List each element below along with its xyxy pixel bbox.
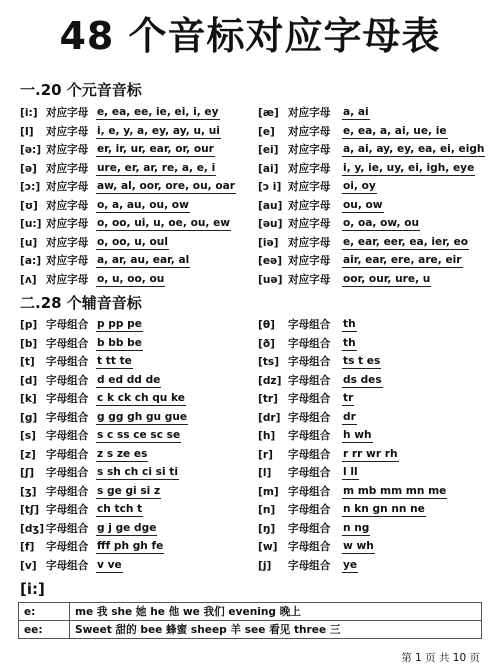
list-item bbox=[20, 335, 248, 354]
row-label: 对应字母 bbox=[288, 273, 331, 286]
list-item bbox=[20, 141, 248, 160]
list-item bbox=[20, 483, 248, 502]
letter-combinations: ure, er, ar, re, a, e, i bbox=[97, 161, 216, 174]
letter-combinations: l ll bbox=[343, 466, 358, 479]
list-item bbox=[20, 252, 248, 271]
list-item bbox=[258, 372, 488, 391]
letter-combinations: s c ss ce sc se bbox=[97, 429, 181, 442]
phonetic-symbol: [s] bbox=[20, 430, 36, 442]
list-item bbox=[20, 271, 248, 290]
list-item bbox=[258, 557, 488, 576]
list-item bbox=[20, 104, 248, 123]
letter-combinations: m mb mm mn me bbox=[343, 484, 447, 497]
letter-combinations: c k ck ch qu ke bbox=[97, 392, 185, 405]
list-item bbox=[20, 538, 248, 557]
phonetic-symbol: [j] bbox=[258, 559, 272, 572]
phonetic-symbol: [w] bbox=[258, 541, 278, 553]
phonetic-symbol: [f] bbox=[20, 541, 35, 553]
phonetic-symbol: [z] bbox=[20, 448, 36, 461]
phonetic-symbol: [h] bbox=[258, 430, 276, 442]
letter-combinations: a, ar, au, ear, al bbox=[97, 254, 190, 267]
row-label: 对应字母 bbox=[288, 107, 331, 119]
letter-combinations: p pp pe bbox=[97, 318, 142, 331]
table-key: ee: bbox=[19, 621, 70, 639]
list-item bbox=[258, 390, 488, 409]
phonetic-symbol: [ŋ] bbox=[258, 522, 276, 535]
row-label: 对应字母 bbox=[288, 236, 331, 249]
table-text: Sweet 甜的 bee 蜂蜜 sheep 羊 see 看见 three 三 bbox=[70, 621, 482, 639]
phonetic-symbol: [eə] bbox=[258, 255, 283, 267]
row-label: 对应字母 bbox=[46, 255, 89, 267]
letter-combinations: g gg gh gu gue bbox=[97, 410, 188, 423]
row-label: 字母组合 bbox=[46, 522, 89, 535]
phonetic-symbol: [au] bbox=[258, 199, 283, 212]
phonetic-symbol: [ʊ] bbox=[20, 199, 38, 212]
phonetic-symbol: [l] bbox=[258, 467, 272, 479]
list-item bbox=[20, 160, 248, 179]
phonetic-symbol: [ɔ i] bbox=[258, 181, 282, 193]
letter-combinations: s ge gi si z bbox=[97, 484, 161, 497]
phonetic-symbol: [ɔ:] bbox=[20, 181, 41, 193]
letter-combinations: g j ge dge bbox=[97, 521, 157, 534]
letter-combinations: e, ea, ee, ie, ei, i, ey bbox=[97, 106, 219, 119]
row-label: 对应字母 bbox=[288, 181, 331, 193]
letter-combinations: o, oo, u, oul bbox=[97, 235, 168, 248]
phonetic-symbol: [æ] bbox=[258, 107, 279, 119]
letter-combinations: e, ea, a, ai, ue, ie bbox=[343, 124, 447, 137]
letter-combinations: i, e, y, a, ey, ay, u, ui bbox=[97, 124, 220, 137]
list-item bbox=[20, 215, 248, 234]
example-heading: [i:] bbox=[20, 580, 45, 598]
list-item bbox=[20, 446, 248, 465]
row-label: 对应字母 bbox=[288, 199, 331, 212]
phonetic-symbol: [b] bbox=[20, 337, 38, 350]
row-label: 字母组合 bbox=[46, 541, 89, 553]
list-item bbox=[20, 372, 248, 391]
row-label: 对应字母 bbox=[46, 218, 89, 230]
row-label: 字母组合 bbox=[46, 448, 89, 461]
row-label: 字母组合 bbox=[288, 337, 331, 350]
letter-combinations: d ed dd de bbox=[97, 373, 161, 386]
letter-combinations: th bbox=[343, 318, 356, 331]
list-item bbox=[258, 483, 488, 502]
row-label: 字母组合 bbox=[288, 448, 331, 461]
phonetic-symbol: [dz] bbox=[258, 374, 282, 387]
row-label: 对应字母 bbox=[46, 199, 89, 212]
table-row bbox=[19, 621, 482, 639]
list-item bbox=[258, 215, 488, 234]
row-label: 对应字母 bbox=[46, 162, 89, 175]
row-label: 对应字母 bbox=[46, 273, 89, 286]
list-item bbox=[258, 197, 488, 216]
list-item bbox=[258, 316, 488, 335]
row-label: 字母组合 bbox=[288, 430, 331, 442]
letter-combinations: air, ear, ere, are, eir bbox=[343, 254, 462, 267]
row-label: 字母组合 bbox=[288, 559, 331, 572]
list-item bbox=[258, 353, 488, 372]
letter-combinations: r rr wr rh bbox=[343, 447, 398, 460]
row-label: 字母组合 bbox=[46, 411, 89, 424]
letter-combinations: o, a, au, ou, ow bbox=[97, 198, 189, 211]
letter-combinations: er, ir, ur, ear, or, our bbox=[97, 143, 214, 156]
vowel-list-right bbox=[258, 104, 488, 289]
row-label: 对应字母 bbox=[46, 181, 89, 193]
letter-combinations: aw, al, oor, ore, ou, oar bbox=[97, 180, 235, 193]
letter-combinations: ou, ow bbox=[343, 198, 383, 211]
phonetic-symbol: [tr] bbox=[258, 393, 278, 405]
letter-combinations: fff ph gh fe bbox=[97, 540, 164, 553]
phonetic-symbol: [dʒ] bbox=[20, 522, 45, 535]
row-label: 对应字母 bbox=[46, 236, 89, 249]
row-label: 字母组合 bbox=[288, 522, 331, 535]
letter-combinations: th bbox=[343, 336, 356, 349]
phonetic-symbol: [uə] bbox=[258, 273, 283, 286]
phonetic-symbol: [ʌ] bbox=[20, 273, 37, 286]
letter-combinations: o, oa, ow, ou bbox=[343, 217, 420, 230]
list-item bbox=[258, 538, 488, 557]
phonetic-symbol: [əu] bbox=[258, 218, 283, 230]
row-label: 字母组合 bbox=[46, 430, 89, 442]
row-label: 字母组合 bbox=[46, 485, 89, 498]
letter-combinations: o, u, oo, ou bbox=[97, 272, 165, 285]
letter-combinations: t tt te bbox=[97, 355, 132, 368]
letter-combinations: ts t es bbox=[343, 355, 381, 368]
list-item bbox=[258, 141, 488, 160]
phonetic-symbol: [iə] bbox=[258, 236, 279, 249]
list-item bbox=[258, 234, 488, 253]
row-label: 字母组合 bbox=[288, 504, 331, 516]
letter-combinations: ch tch t bbox=[97, 503, 143, 516]
list-item bbox=[20, 464, 248, 483]
list-item bbox=[258, 501, 488, 520]
letter-combinations: n ng bbox=[343, 521, 370, 534]
phonetic-symbol: [tʃ] bbox=[20, 504, 40, 516]
phonetic-symbol: [ʒ] bbox=[20, 485, 37, 498]
letter-combinations: w wh bbox=[343, 540, 374, 553]
phonetic-symbol: [ð] bbox=[258, 337, 275, 350]
table-row bbox=[19, 603, 482, 621]
phonetic-symbol: [p] bbox=[20, 319, 38, 331]
row-label: 对应字母 bbox=[46, 125, 89, 138]
phonetic-symbol: [g] bbox=[20, 411, 38, 424]
letter-combinations: h wh bbox=[343, 429, 372, 442]
row-label: 字母组合 bbox=[288, 393, 331, 405]
phonetic-symbol: [t] bbox=[20, 356, 35, 368]
list-item bbox=[20, 557, 248, 576]
phonetic-symbol: [ʃ] bbox=[20, 467, 35, 479]
letter-combinations: o, oo, ui, u, oe, ou, ew bbox=[97, 217, 231, 230]
row-label: 对应字母 bbox=[288, 162, 331, 175]
list-item bbox=[258, 252, 488, 271]
phonetic-symbol: [ə:] bbox=[20, 144, 42, 156]
phonetic-symbol: [i:] bbox=[20, 107, 38, 119]
list-item bbox=[20, 520, 248, 539]
list-item bbox=[258, 123, 488, 142]
letter-combinations: i, y, ie, uy, ei, igh, eye bbox=[343, 161, 475, 174]
list-item bbox=[258, 446, 488, 465]
phonetic-symbol: [k] bbox=[20, 393, 37, 405]
row-label: 字母组合 bbox=[46, 319, 89, 331]
letter-combinations: dr bbox=[343, 410, 356, 423]
list-item bbox=[20, 409, 248, 428]
row-label: 字母组合 bbox=[288, 374, 331, 387]
letter-combinations: oi, oy bbox=[343, 180, 376, 193]
row-label: 对应字母 bbox=[288, 218, 331, 230]
list-item bbox=[20, 197, 248, 216]
list-item bbox=[258, 271, 488, 290]
letter-combinations: oor, our, ure, u bbox=[343, 272, 431, 285]
row-label: 字母组合 bbox=[288, 356, 331, 368]
row-label: 字母组合 bbox=[46, 337, 89, 350]
phonetic-symbol: [ts] bbox=[258, 356, 280, 368]
phonetic-symbol: [ə] bbox=[20, 162, 37, 175]
list-item bbox=[20, 427, 248, 446]
vowel-list-left bbox=[20, 104, 248, 289]
row-label: 字母组合 bbox=[46, 374, 89, 387]
row-label: 字母组合 bbox=[46, 504, 89, 516]
example-table bbox=[18, 602, 482, 639]
row-label: 字母组合 bbox=[46, 559, 89, 572]
list-item bbox=[20, 316, 248, 335]
row-label: 字母组合 bbox=[46, 393, 89, 405]
phonetic-symbol: [θ] bbox=[258, 319, 275, 331]
list-item bbox=[258, 464, 488, 483]
list-item bbox=[258, 520, 488, 539]
row-label: 字母组合 bbox=[46, 467, 89, 479]
letter-combinations: s sh ch ci si ti bbox=[97, 466, 178, 479]
table-text: me 我 she 她 he 他 we 我们 evening 晚上 bbox=[70, 603, 482, 621]
row-label: 对应字母 bbox=[46, 107, 89, 119]
row-label: 对应字母 bbox=[288, 125, 331, 138]
phonetic-symbol: [ei] bbox=[258, 144, 279, 156]
page-footer: 第 1 页 共 10 页 bbox=[401, 652, 480, 664]
letter-combinations: z s ze es bbox=[97, 447, 148, 460]
list-item bbox=[258, 409, 488, 428]
row-label: 字母组合 bbox=[288, 541, 331, 553]
phonetic-symbol: [v] bbox=[20, 559, 37, 572]
phonetic-symbol: [d] bbox=[20, 374, 38, 387]
list-item bbox=[20, 353, 248, 372]
list-item bbox=[20, 390, 248, 409]
list-item bbox=[258, 104, 488, 123]
row-label: 字母组合 bbox=[46, 356, 89, 368]
list-item bbox=[258, 160, 488, 179]
phonetic-symbol: [m] bbox=[258, 485, 279, 498]
phonetic-symbol: [a:] bbox=[20, 255, 42, 267]
consonant-list-right bbox=[258, 316, 488, 575]
list-item bbox=[20, 123, 248, 142]
letter-combinations: a, ai bbox=[343, 106, 369, 119]
letter-combinations: n kn gn nn ne bbox=[343, 503, 425, 516]
list-item bbox=[258, 178, 488, 197]
letter-combinations: a, ai, ay, ey, ea, ei, eigh bbox=[343, 143, 485, 156]
letter-combinations: b bb be bbox=[97, 336, 142, 349]
letter-combinations: ye bbox=[343, 558, 358, 571]
row-label: 字母组合 bbox=[288, 467, 331, 479]
phonetic-symbol: [I] bbox=[20, 125, 34, 138]
row-label: 字母组合 bbox=[288, 411, 331, 424]
list-item bbox=[20, 178, 248, 197]
row-label: 对应字母 bbox=[288, 144, 331, 156]
list-item bbox=[20, 234, 248, 253]
list-item bbox=[258, 335, 488, 354]
phonetic-symbol: [dr] bbox=[258, 411, 281, 424]
consonant-list-left bbox=[20, 316, 248, 575]
page-title: 48 个音标对应字母表 bbox=[59, 14, 441, 58]
phonetic-symbol: [n] bbox=[258, 504, 276, 516]
letter-combinations: e, ear, eer, ea, ier, eo bbox=[343, 235, 469, 248]
consonant-section-title: 二.28 个辅音音标 bbox=[20, 294, 142, 312]
letter-combinations: tr bbox=[343, 392, 354, 405]
phonetic-symbol: [e] bbox=[258, 125, 275, 138]
letter-combinations: v ve bbox=[97, 558, 122, 571]
phonetic-symbol: [u] bbox=[20, 236, 38, 249]
vowel-section-title: 一.20 个元音音标 bbox=[20, 81, 142, 99]
letter-combinations: ds des bbox=[343, 373, 382, 386]
phonetic-symbol: [r] bbox=[258, 448, 273, 461]
phonetic-symbol: [u:] bbox=[20, 218, 42, 230]
row-label: 对应字母 bbox=[288, 255, 331, 267]
list-item bbox=[20, 501, 248, 520]
list-item bbox=[258, 427, 488, 446]
table-key: e: bbox=[19, 603, 70, 621]
row-label: 字母组合 bbox=[288, 485, 331, 498]
row-label: 对应字母 bbox=[46, 144, 89, 156]
phonetic-symbol: [ai] bbox=[258, 162, 279, 175]
row-label: 字母组合 bbox=[288, 319, 331, 331]
